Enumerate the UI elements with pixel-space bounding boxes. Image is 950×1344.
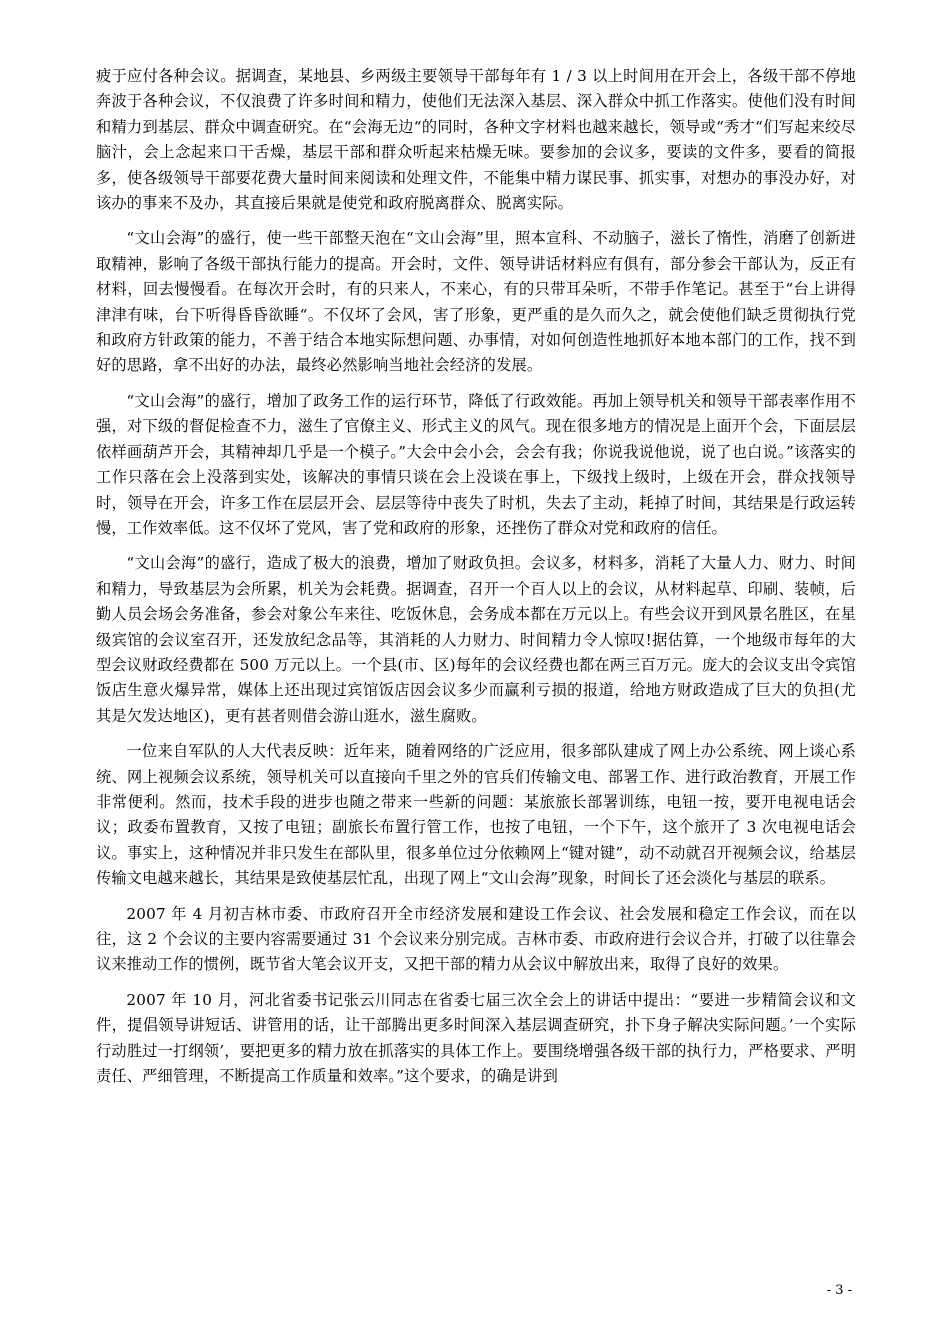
document-page: [96, 64, 856, 1099]
paragraph-4: “文山会海”的盛行，造成了极大的浪费，增加了财政负担。会议多，材料多，消耗了大量人力、财力、时间和精力，导致基层为会所累，机关为会耗费。据调查，召开一个百人以上的会议，从材料起草、印刷、装帧，后勤人员会场会务准备，参会对象公车来往、吃饭休息，会务成本都在万元以上。有些会议开到风景名胜区，在星级宾馆的会议室召开，还发放纪念品等，其消耗的人力财力、时间精力令人惊叹!据估算，一个地级市每年的大型会议财政经费都在 500 万元以上。一个县(市、区)每年的会议经费也都在两三百万元。庞大的会议支出令宾馆饭店生意火爆异常，媒体上还出现过宾馆饭店因会议多少而赢利亏损的报道，给地方财政造成了巨大的负担(尤其是欠发达地区)，更有甚者则借会游山逛水，滋生腐败。: [96, 554, 856, 725]
paragraph-2: “文山会海”的盛行，使一些干部整天泡在“文山会海”里，照本宣科、不动脑子，滋长了惰性，消磨了创新进取精神，影响了各级干部执行能力的提高。开会时，文件、领导讲话材料应有俱有，部分参会干部认为，反正有材料，回去慢慢看。在每次开会时，有的只来人，不来心，有的只带耳朵听，不带手作笔记。甚至于“台上讲得津津有味，台下听得昏昏欲睡“。不仅坏了会风，害了形象，更严重的是久而久之，就会使他们缺乏贯彻执行党和政府方针政策的能力，不善于结合本地实际想问题、办事情，对如何创造性地抓好本地本部门的工作，找不到好的思路，拿不出好的办法，最终必然影响当地社会经济的发展。: [96, 229, 856, 375]
paragraph-1: 疲于应付各种会议。据调查，某地县、乡两级主要领导干部每年有 1 / 3 以上时间用在开会上，各级干部不停地奔波于各种会议，不仅浪费了许多时间和精力，使他们无法深入基层、深入群众中抓工作落实。使他们没有时间和精力到基层、群众中调查研究。在“会海无边“的同时，各种文字材料也越来越长，领导或“秀才“们写起来绞尽脑汁，会上念起来口干舌燥，基层干部和群众听起来枯燥无味。要参加的会议多，要读的文件多，要看的简报多，使各级领导干部要花费大量时间来阅读和处理文件，不能集中精力谋民事、抓实事，对想办的事没办好，对该办的事来不及办，其直接后果就是使党和政府脱离群众、脱离实际。: [96, 67, 856, 213]
paragraph-7: 2007 年 10 月，河北省委书记张云川同志在省委七届三次全会上的讲话中提出：“要进一步精简会议和文件，提倡领导讲短话、讲管用的话，让干部腾出更多时间深入基层调查研究，扑下身子解决实际问题。’一个实际行动胜过一打纲领’，要把更多的精力放在抓落实的具体工作上。要围绕增强各级干部的执行力，严格要求、严明责任、严细管理，不断提高工作质量和效率。”这个要求，的确是讲到: [96, 990, 856, 1086]
paragraph-3: “文山会海”的盛行，增加了政务工作的运行环节，降低了行政效能。再加上领导机关和领导干部表率作用不强，对下级的督促检查不力，滋生了官僚主义、形式主义的风气。现在很多地方的情况是上面开个会，下面层层依样画葫芦开会，其精神却几乎是一个模子。”大会中会小会，会会有我；你说我说他说，说了也白说。”该落实的工作只落在会上没落到实处，该解决的事情只谈在会上没谈在事上，下级找上级时，上级在开会，群众找领导时，领导在开会，许多工作在层层开会、层层等待中丧失了时机，失去了主动，耗掉了时间，其结果是行政运转慢，工作效率低。这不仅坏了党风，害了党和政府的形象，还挫伤了群众对党和政府的信任。: [96, 391, 856, 537]
paragraph-6: 2007 年 4 月初吉林市委、市政府召开全市经济发展和建设工作会议、社会发展和稳定工作会议，而在以往，这 2 个会议的主要内容需要通过 31 个会议来分别完成。吉林市委、市政府进行会议合并，打破了以往靠会议来推动工作的惯例，既节省大笔会议开支，又把干部的精力从会议中解放出来，取得了良好的效果。: [96, 904, 856, 974]
page-number: - 3 -: [826, 1283, 852, 1298]
paragraph-5: 一位来自军队的人大代表反映：近年来，随着网络的广泛应用，很多部队建成了网上办公系统、网上谈心系统、网上视频会议系统，领导机关可以直接向千里之外的官兵们传输文电、部署工作、进行政治教育，开展工作非常便利。然而，技术手段的进步也随之带来一些新的问题：某旅旅长部署训练，电钮一按，要开电视电话会议；政委布置教育，又按了电钮；副旅长布置行管工作，也按了电钮，一个下午，这个旅开了 3 次电视电话会议。事实上，这种情况并非只发生在部队里，很多单位过分依赖网上“键对键”，动不动就召开视频会议，给基层传输文电越来越长，其结果是致使基层忙乱，出现了网上“文山会海”现象，时间长了还会淡化与基层的联系。: [96, 742, 856, 888]
